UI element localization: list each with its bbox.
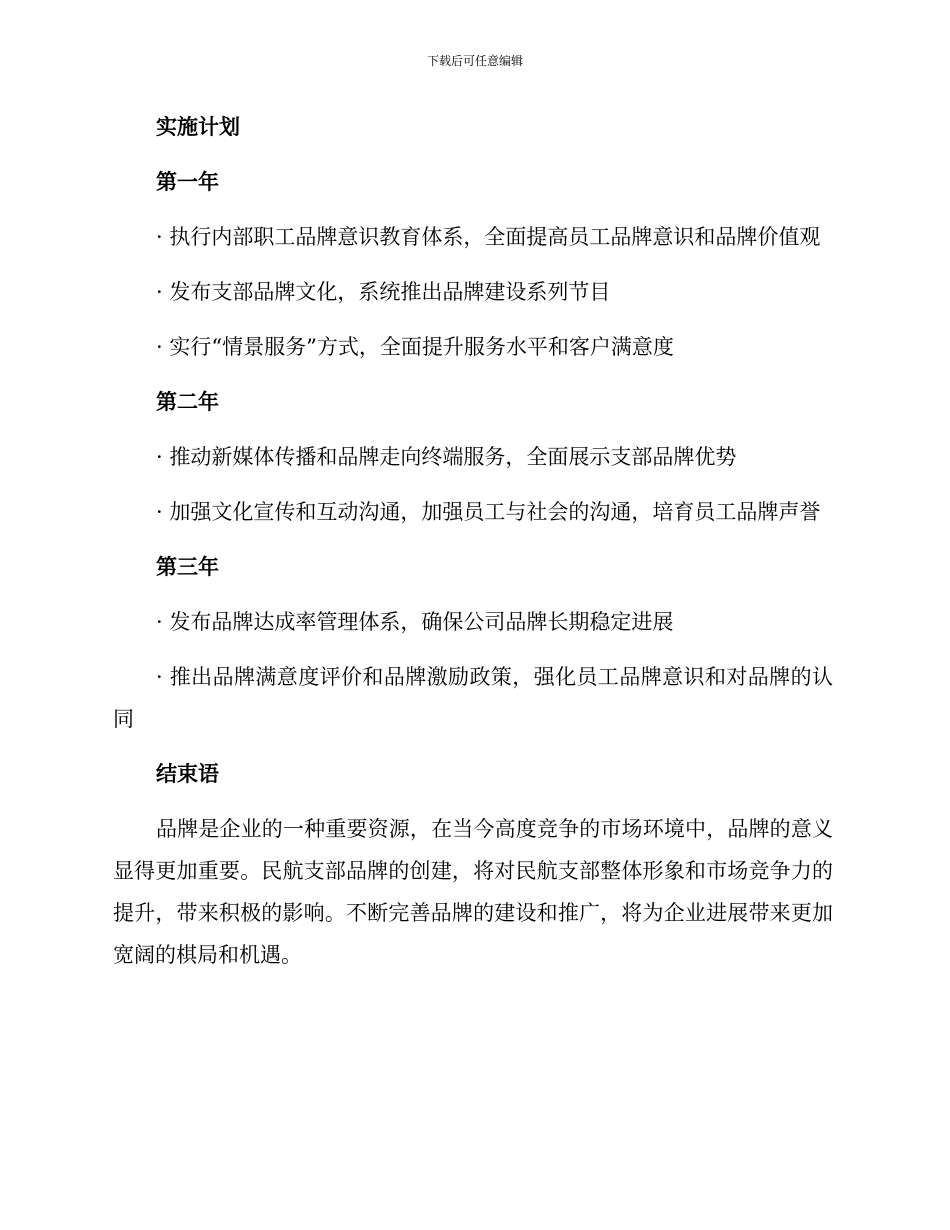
section-heading-plan: 实施计划: [156, 115, 240, 139]
list-item: · 推出品牌满意度评价和品牌激励政策，强化员工品牌意识和对品牌的认同: [113, 665, 833, 731]
section-heading-year2: 第二年: [156, 390, 219, 414]
page-header: 下载后可任意编辑: [426, 54, 523, 68]
list-item: · 发布支部品牌文化，系统推出品牌建设系列节目: [156, 280, 611, 304]
list-item: · 推动新媒体传播和品牌走向终端服务，全面展示支部品牌优势: [156, 445, 737, 469]
document-body: [113, 106, 833, 976]
list-item: · 加强文化宣传和互动沟通，加强员工与社会的沟通，培育员工品牌声誉: [156, 500, 821, 524]
list-item: · 执行内部职工品牌意识教育体系，全面提高员工品牌意识和品牌价值观: [156, 225, 821, 249]
conclusion-paragraph: 品牌是企业的一种重要资源，在当今高度竞争的市场环境中，品牌的意义显得更加重要。民航支部品牌的创建，将对民航支部整体形象和市场竞争力的提升，带来积极的影响。不断完善品牌的建设和推广，将为企业进展带来更加宽阔的棋局和机遇。: [113, 817, 833, 967]
section-heading-year3: 第三年: [156, 555, 219, 579]
section-heading-year1: 第一年: [156, 170, 219, 194]
section-heading-conclusion: 结束语: [156, 762, 219, 786]
list-item: · 发布品牌达成率管理体系，确保公司品牌长期稳定进展: [156, 610, 674, 634]
list-item: · 实行“情景服务”方式，全面提升服务水平和客户满意度: [156, 335, 674, 359]
